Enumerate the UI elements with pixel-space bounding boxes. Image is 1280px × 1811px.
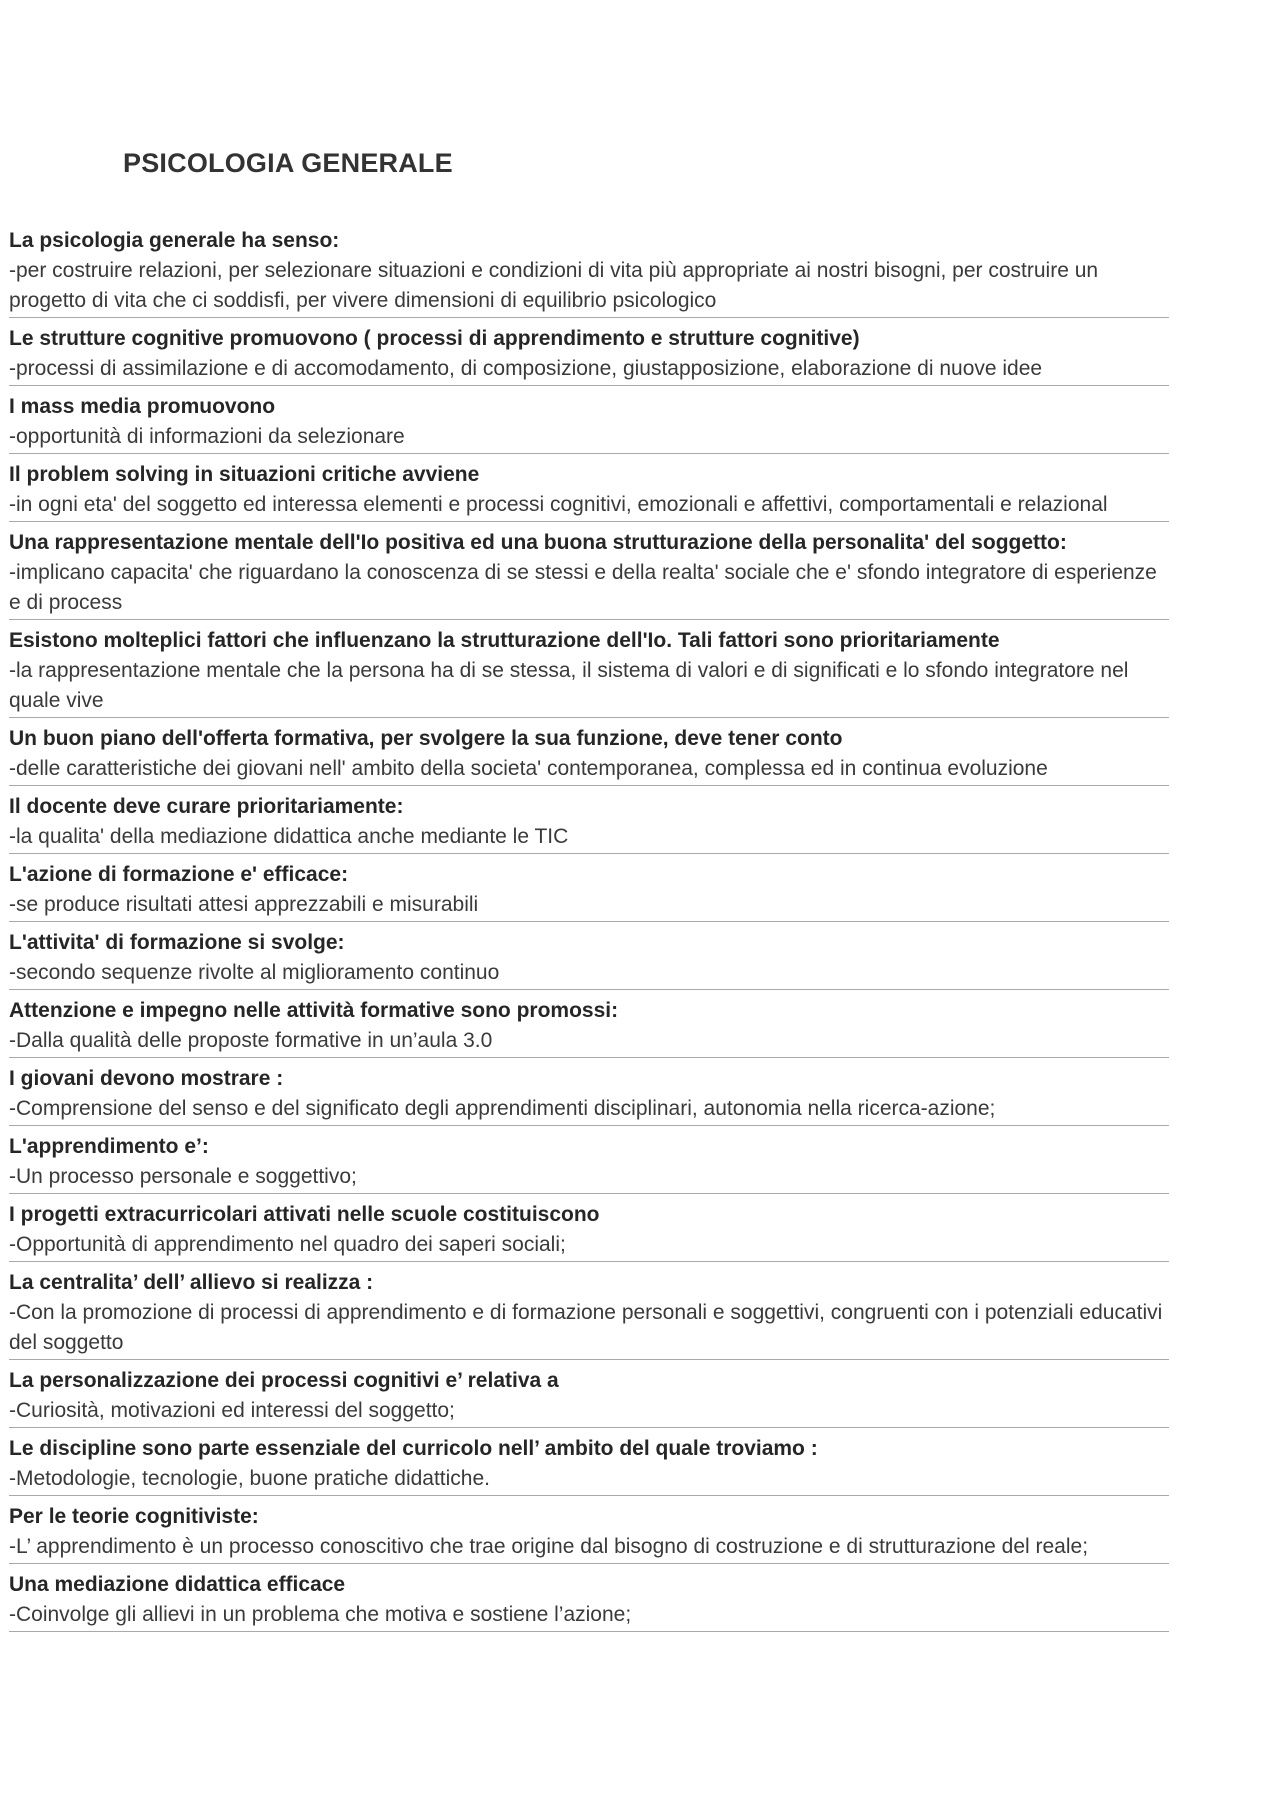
entry-question: Una mediazione didattica efficace: [9, 1573, 346, 1596]
entry-answer: -Un processo personale e soggettivo;: [9, 1165, 357, 1188]
entry-question: I giovani devono mostrare :: [9, 1067, 284, 1090]
entry-answer: -delle caratteristiche dei giovani nell' ambito della societa' contemporanea, complessa ed in continua evoluzione: [9, 757, 1048, 780]
entry-answer: -la qualita' della mediazione didattica anche mediante le TIC: [9, 825, 569, 848]
entry-question: Attenzione e impegno nelle attività formative sono promossi:: [9, 999, 619, 1022]
entry-question: Il problem solving in situazioni critiche avviene: [9, 463, 480, 486]
entry-item: [9, 860, 1169, 922]
entry-item: [9, 792, 1169, 854]
entry-item: [9, 1064, 1169, 1126]
entry-question: L'apprendimento e’:: [9, 1135, 209, 1158]
entry-question: Per le teorie cognitiviste:: [9, 1505, 259, 1528]
entry-item: [9, 928, 1169, 990]
entry-item: [9, 324, 1169, 386]
entry-answer: -Dalla qualità delle proposte formative in un’aula 3.0: [9, 1029, 493, 1052]
entry-question: Una rappresentazione mentale dell'Io positiva ed una buona strutturazione della personalita' del soggetto:: [9, 531, 1067, 554]
entry-item: [9, 392, 1169, 454]
entry-answer: -L’ apprendimento è un processo conoscitivo che trae origine dal bisogno di costruzione e di strutturazione del reale;: [9, 1535, 1089, 1558]
entry-answer: -per costruire relazioni, per selezionare situazioni e condizioni di vita più appropriate ai nostri bisogni, per costruire un progetto di vita che ci soddisfi, per vivere dimensioni di equilibrio psicologico: [9, 259, 1099, 312]
entry-item: [9, 226, 1169, 318]
entry-question: La centralita’ dell’ allievo si realizza :: [9, 1271, 374, 1294]
entry-answer: -la rappresentazione mentale che la persona ha di se stessa, il sistema di valori e di significati e lo sfondo integratore nel quale vive: [9, 659, 1129, 712]
page-title: PSICOLOGIA GENERALE: [123, 148, 453, 178]
entry-answer: -Metodologie, tecnologie, buone pratiche didattiche.: [9, 1467, 490, 1490]
entry-answer: -in ogni eta' del soggetto ed interessa elementi e processi cognitivi, emozionali e affettivi, comportamentali e relazional: [9, 493, 1108, 516]
entry-question: L'azione di formazione e' efficace:: [9, 863, 349, 886]
entry-item: [9, 1200, 1169, 1262]
entry-item: [9, 1366, 1169, 1428]
entry-answer: -processi di assimilazione e di accomodamento, di composizione, giustapposizione, elaborazione di nuove idee: [9, 357, 1043, 380]
entry-item: [9, 1132, 1169, 1194]
entry-question: I progetti extracurricolari attivati nelle scuole costituiscono: [9, 1203, 600, 1226]
entry-question: La personalizzazione dei processi cognitivi e’ relativa a: [9, 1369, 559, 1392]
entry-answer: -implicano capacita' che riguardano la conoscenza di se stessi e della realta' sociale che e' sfondo integratore di esperienze e di process: [9, 561, 1157, 614]
entry-question: Esistono molteplici fattori che influenzano la strutturazione dell'Io. Tali fattori sono prioritariamente: [9, 629, 1000, 652]
entry-answer: -Curiosità, motivazioni ed interessi del soggetto;: [9, 1399, 455, 1422]
entry-question: L'attivita' di formazione si svolge:: [9, 931, 345, 954]
entry-question: La psicologia generale ha senso:: [9, 229, 340, 252]
entry-item: [9, 1268, 1169, 1360]
entry-answer: -secondo sequenze rivolte al miglioramento continuo: [9, 961, 500, 984]
entry-question: Il docente deve curare prioritariamente:: [9, 795, 404, 818]
entry-item: [9, 996, 1169, 1058]
entry-item: [9, 528, 1169, 620]
entry-item: [9, 1434, 1169, 1496]
entry-item: [9, 460, 1169, 522]
entry-question: Le discipline sono parte essenziale del curricolo nell’ ambito del quale troviamo :: [9, 1437, 818, 1460]
entry-question: Un buon piano dell'offerta formativa, per svolgere la sua funzione, deve tener conto: [9, 727, 843, 750]
entry-answer: -Con la promozione di processi di apprendimento e di formazione personali e soggettivi, congruenti con i potenziali educativi del soggetto: [9, 1301, 1163, 1354]
entry-question: I mass media promuovono: [9, 395, 276, 418]
entry-item: [9, 724, 1169, 786]
entry-item: [9, 626, 1169, 718]
entry-item: [9, 1570, 1169, 1632]
entry-answer: -Coinvolge gli allievi in un problema che motiva e sostiene l’azione;: [9, 1603, 632, 1626]
entry-question: Le strutture cognitive promuovono ( processi di apprendimento e strutture cognitive): [9, 327, 860, 350]
entry-item: [9, 1502, 1169, 1564]
entry-list: [9, 226, 1169, 1638]
entry-answer: -se produce risultati attesi apprezzabili e misurabili: [9, 893, 479, 916]
entry-answer: -Opportunità di apprendimento nel quadro dei saperi sociali;: [9, 1233, 566, 1256]
entry-answer: -opportunità di informazioni da selezionare: [9, 425, 405, 448]
entry-answer: -Comprensione del senso e del significato degli apprendimenti disciplinari, autonomia nella ricerca-azione;: [9, 1097, 996, 1120]
